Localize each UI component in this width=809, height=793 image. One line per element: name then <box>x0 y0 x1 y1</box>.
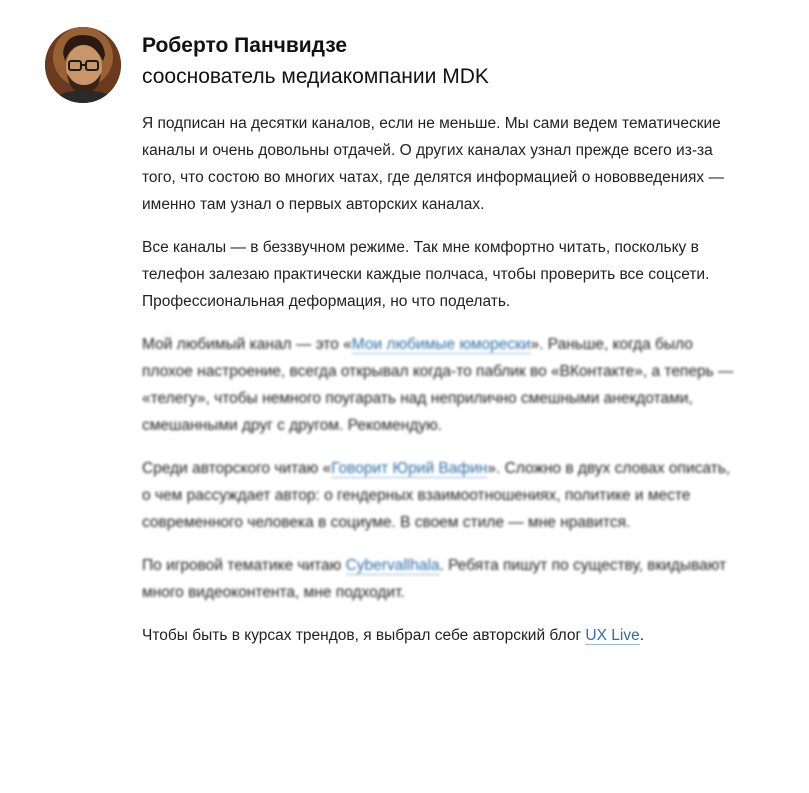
channel-link-vafin[interactable]: Говорит Юрий Вафин <box>331 460 488 477</box>
paragraph-5-text-before: По игровой тематике читаю <box>142 557 346 574</box>
avatar <box>45 27 121 103</box>
channel-link-ux-live[interactable]: UX Live <box>585 627 640 644</box>
paragraph-6-text-before: Чтобы быть в курсах трендов, я выбрал себе авторский блог <box>142 627 586 644</box>
avatar-portrait <box>45 27 121 103</box>
author-name: Роберто Панчвидзе <box>142 34 348 57</box>
channel-link-cybervallhala[interactable]: Cybervallhala <box>345 557 440 574</box>
article-body <box>142 110 742 665</box>
paragraph-4-text-after: ». Сложно в двух словах описать, о чем рассуждает автор: о гендерных взаимоотношениях, политике и месте современного человека в социуме. В своем стиле — мне нравится. <box>142 460 731 531</box>
paragraph-3 <box>142 331 742 439</box>
author-header <box>142 32 489 92</box>
paragraph-5 <box>142 552 742 606</box>
paragraph-1: Я подписан на десятки каналов, если не меньше. Мы сами ведем тематические каналы и очень довольны отдачей. О других каналах узнал прежде всего из-за того, что состою во многих чатах, где делятся информацией о нововведениях — именно там узнал о первых авторских каналах. <box>142 115 724 213</box>
paragraph-5-text-after: . Ребята пишут по существу, вкидывают много видеоконтента, мне подходит. <box>142 557 727 601</box>
paragraph-4-text-before: Среди авторского читаю « <box>142 460 332 477</box>
paragraph-4 <box>142 455 742 536</box>
paragraph-3-text-after: ». Раньше, когда было плохое настроение, всегда открывал когда-то паблик во «ВКонтакте», а теперь — «телегу», чтобы немного поугарать над неприлично смешными анекдотами, смешанными друг с другом. Рекомендую. <box>142 336 734 434</box>
paragraph-6 <box>142 622 742 649</box>
channel-link-humoresques[interactable]: Мои любимые юморески <box>351 336 531 353</box>
paragraph-6-text-after: . <box>639 627 645 644</box>
paragraph-3-text-before: Мой любимый канал — это « <box>142 336 352 353</box>
author-role: сооснователь медиакомпании MDK <box>142 65 489 88</box>
paragraph-2: Все каналы — в беззвучном режиме. Так мне комфортно читать, поскольку в телефон залезаю практически каждые полчаса, чтобы проверить все соцсети. Профессиональная деформация, но что поделать. <box>142 239 710 310</box>
